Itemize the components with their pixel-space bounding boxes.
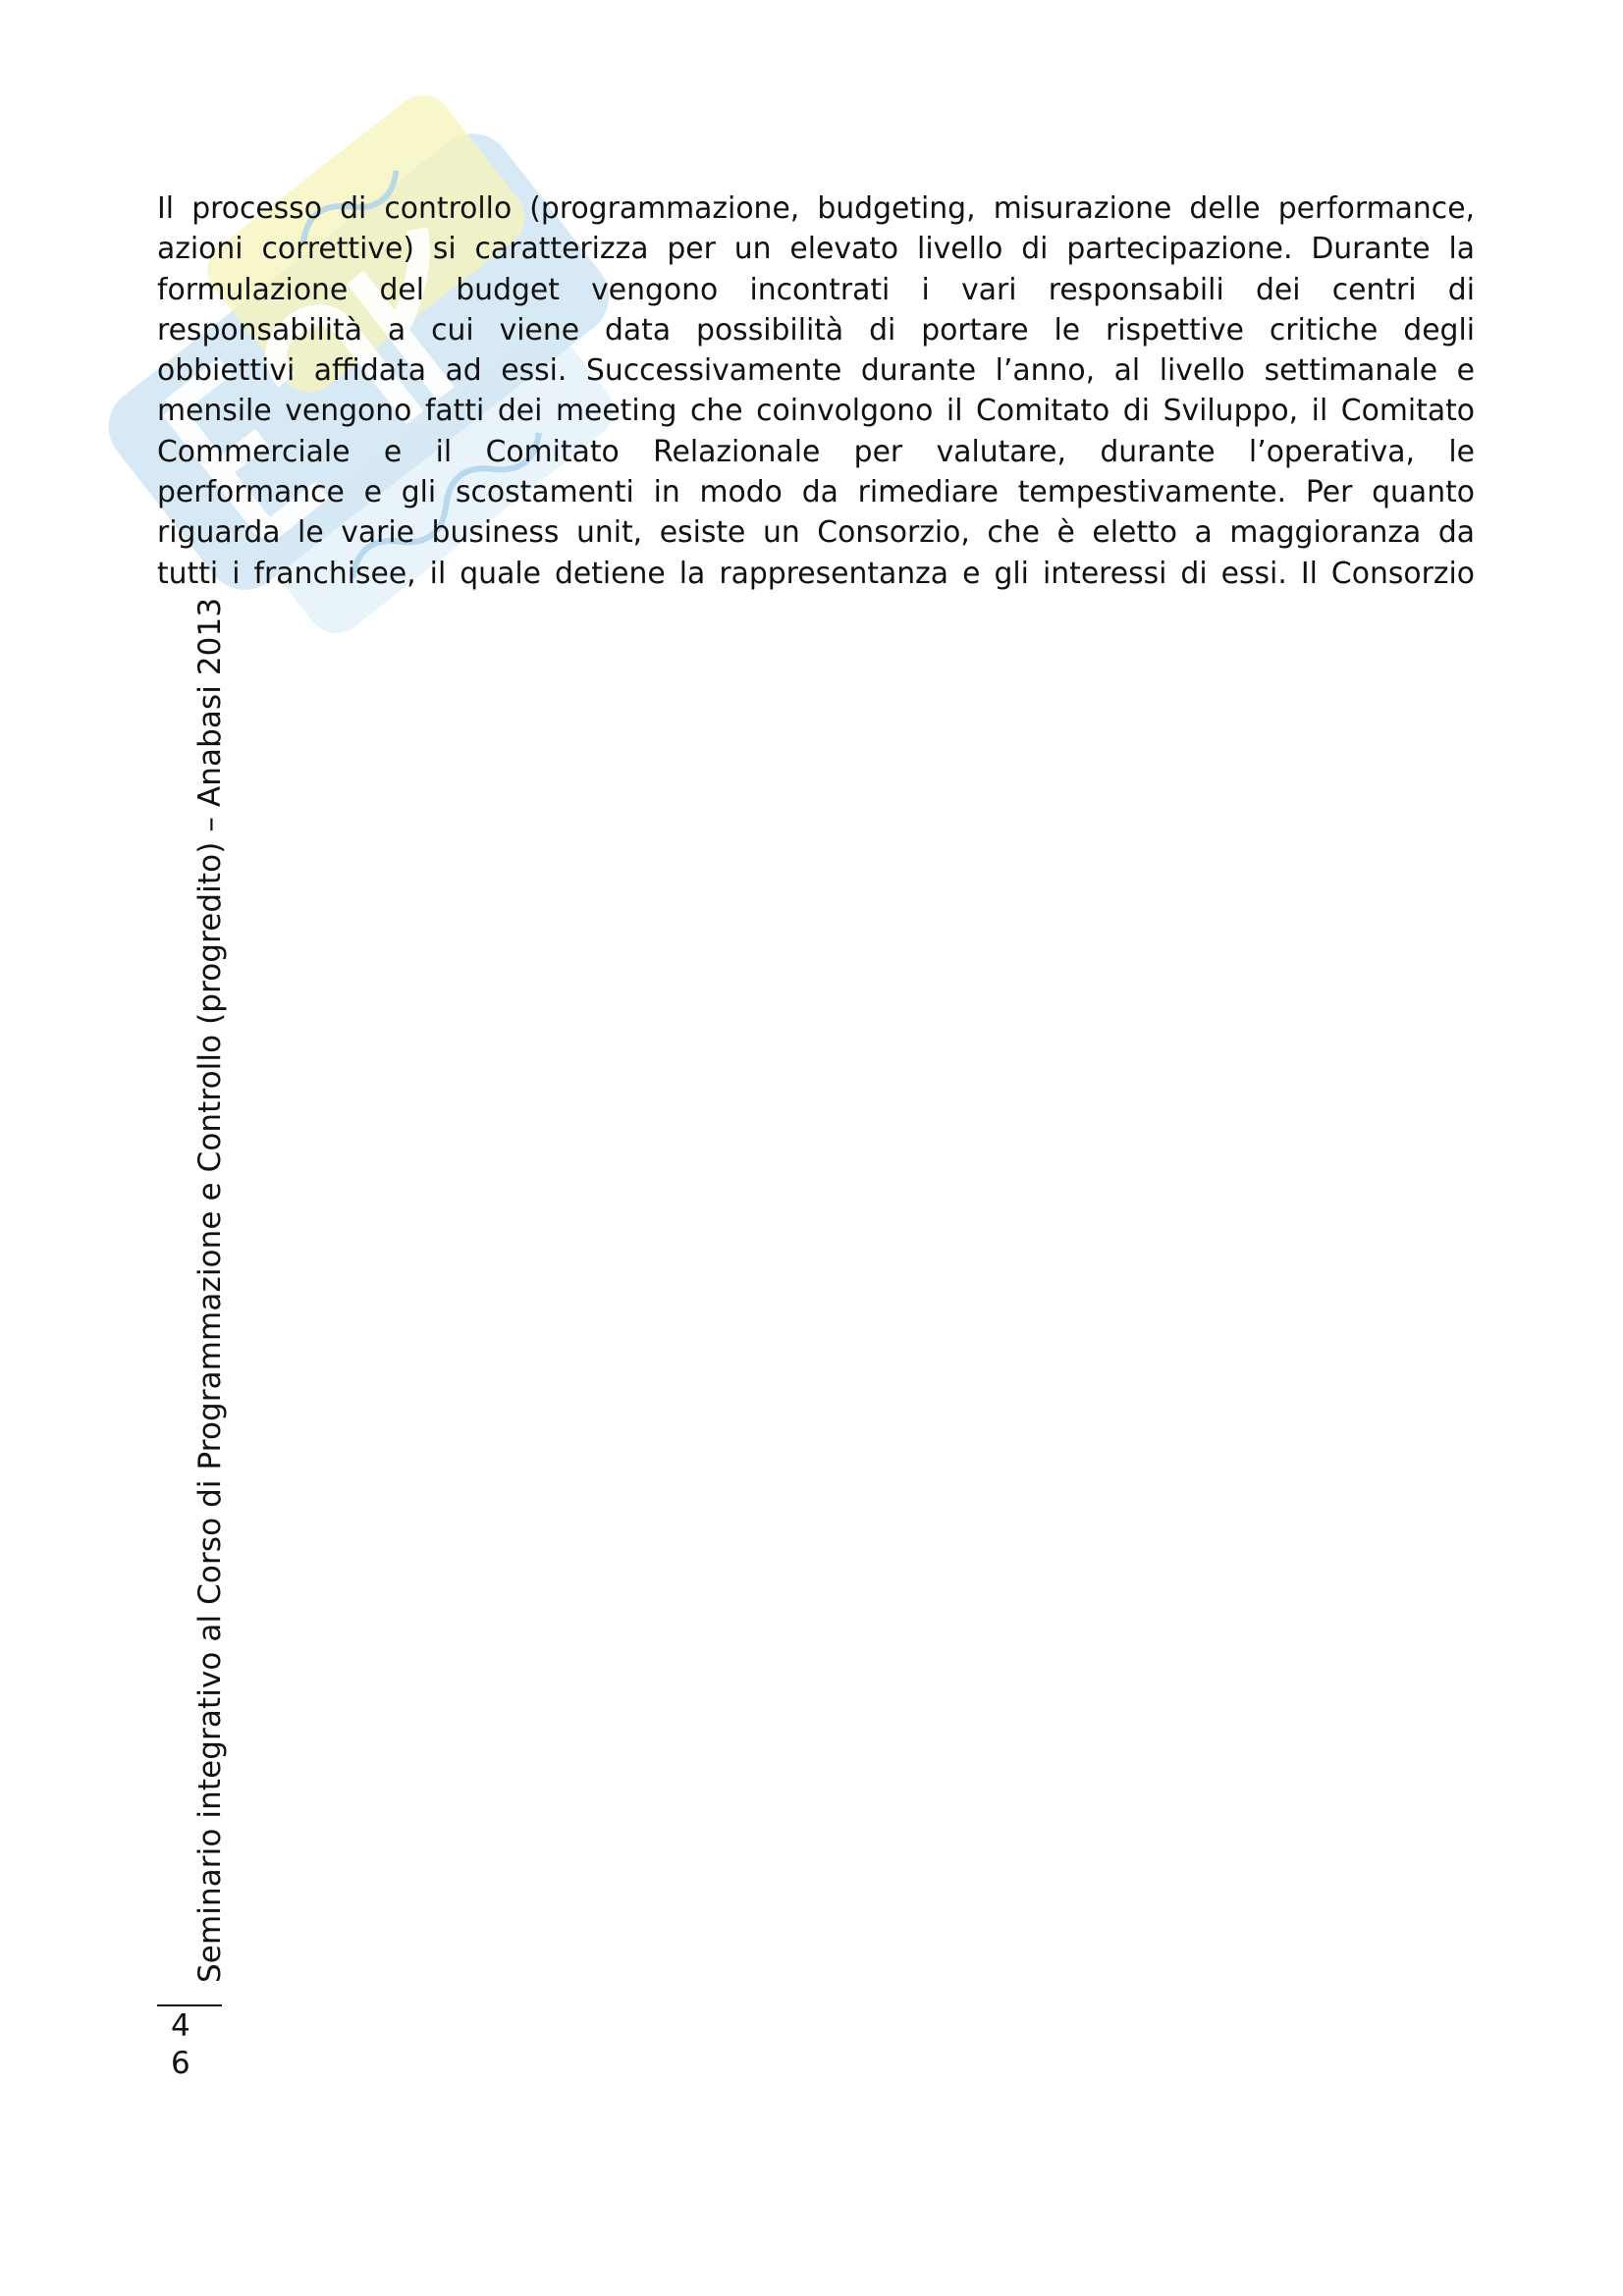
side-caption: Seminario integrativo al Corso di Programmazione e Controllo (progredito) – Anabasi 2013 <box>192 597 228 1983</box>
page-number-rule <box>157 2004 222 2006</box>
paragraph-line: riguarda le varie business unit, esiste un Consorzio, che è eletto a maggioranza da <box>157 515 1475 551</box>
paragraph-line: azioni correttive) si caratterizza per un elevato livello di partecipazione. Durante la <box>157 232 1475 267</box>
body-paragraph <box>157 188 1475 594</box>
paragraph-line: responsabilità a cui viene data possibilità di portare le rispettive critiche degli <box>157 312 1475 347</box>
paragraph-line: mensile vengono fatti dei meeting che coinvolgono il Comitato di Sviluppo, il Comitato <box>157 394 1475 429</box>
page-number-digit-1: 4 <box>171 2008 190 2044</box>
paragraph-line: formulazione del budget vengono incontrati i vari responsabili dei centri di <box>157 272 1475 307</box>
paragraph-line: tutti i franchisee, il quale detiene la rappresentanza e gli interessi di essi. Il Consorzio <box>157 556 1475 591</box>
paragraph-line: Commerciale e il Comitato Relazionale per valutare, durante l’operativa, le <box>157 434 1475 469</box>
paragraph-line: performance e gli scostamenti in modo da rimediare tempestivamente. Per quanto <box>157 475 1475 510</box>
paragraph-line: Il processo di controllo (programmazione, budgeting, misurazione delle performance, <box>157 191 1475 226</box>
page-number-digit-2: 6 <box>171 2046 190 2081</box>
paragraph-line: obbiettivi affidata ad essi. Successivamente durante l’anno, al livello settimanale e <box>157 353 1475 389</box>
